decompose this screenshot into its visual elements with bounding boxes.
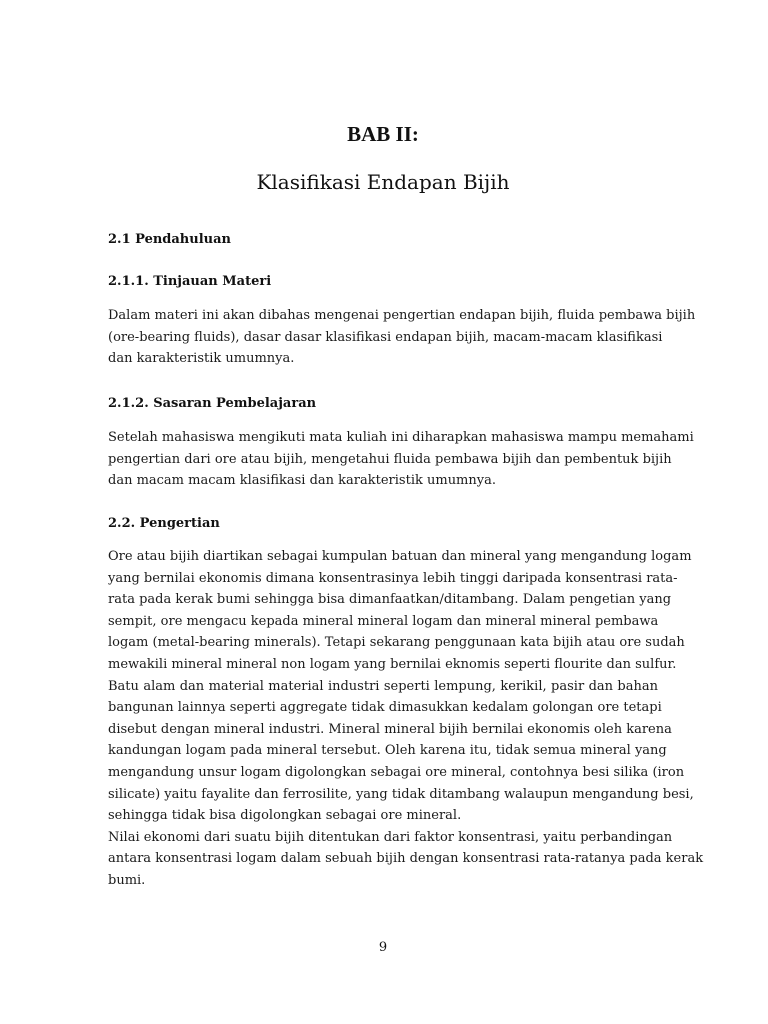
paragraph-line: logam (metal-bearing minerals). Tetapi sekarang penggunaan kata bijih atau ore sudah [108,635,685,651]
section-heading-2-1: 2.1 Pendahuluan [108,232,231,247]
section-heading-2-2: 2.2. Pengertian [108,516,220,531]
paragraph-line: Nilai ekonomi dari suatu bijih ditentukan dari faktor konsentrasi, yaitu perbandingan [108,829,673,845]
paragraph-line: Setelah mahasiswa mengikuti mata kuliah ini diharapkan mahasiswa mampu memahami [108,430,694,445]
paragraph-line: yang bernilai ekonomis dimana konsentrasinya lebih tinggi daripada konsentrasi rata- [108,570,678,586]
paragraph-line: disebut dengan mineral industri. Mineral mineral bijih bernilai ekonomis oleh karena [108,721,672,737]
paragraph-line: dan karakteristik umumnya. [108,351,295,367]
paragraph-line: antara konsentrasi logam dalam sebuah bijih dengan konsentrasi rata-ratanya pada kerak [108,851,704,867]
paragraph-line: sempit, ore mengacu kepada mineral mineral logam dan mineral mineral pembawa [108,613,659,629]
section-heading-2-1-2: 2.1.2. Sasaran Pembelajaran [108,396,317,411]
paragraph-line: dan macam macam klasifikasi dan karakteristik umumnya. [108,473,496,489]
paragraph-line: Dalam materi ini akan dibahas mengenai pengertian endapan bijih, fluida pembawa bijih [108,308,696,323]
chapter-title: Klasifikasi Endapan Bijih [256,170,510,194]
paragraph-line: bangunan lainnya seperti aggregate tidak dimasukkan kedalam golongan ore tetapi [108,700,662,716]
section-heading-2-1-1: 2.1.1. Tinjauan Materi [108,274,272,289]
paragraph-line: pengertian dari ore atau bijih, mengetahui fluida pembawa bijih dan pembentuk bijih [108,451,672,467]
paragraph-line: sehingga tidak bisa digolongkan sebagai ore mineral. [108,808,462,824]
chapter-number: BAB II: [347,122,419,146]
paragraph-line: mengandung unsur logam digolongkan sebagai ore mineral, contohnya besi silika (iron [108,764,685,780]
paragraph-sasaran-pembelajaran [108,427,694,492]
paragraph-tinjauan-materi [108,305,696,370]
paragraph-line: rata pada kerak bumi sehingga bisa dimanfaatkan/ditambang. Dalam pengetian yang [108,592,672,608]
paragraph-line: silicate) yaitu fayalite dan ferrosilite, yang tidak ditambang walaupun mengandung besi, [108,786,694,802]
paragraph-line: Batu alam dan material material industri seperti lempung, kerikil, pasir dan bahan [108,678,658,694]
paragraph-line: bumi. [108,872,146,888]
paragraph-line: Ore atau bijih diartikan sebagai kumpulan batuan dan mineral yang mengandung logam [108,549,692,564]
paragraph-pengertian [108,546,704,892]
paragraph-line: (ore-bearing fluids), dasar dasar klasifikasi endapan bijih, macam-macam klasifikasi [108,329,663,345]
paragraph-line: kandungan logam pada mineral tersebut. Oleh karena itu, tidak semua mineral yang [108,743,667,759]
page-number: 9 [378,940,388,955]
paragraph-line: mewakili mineral mineral non logam yang bernilai eknomis seperti flourite dan sulfur. [108,656,677,672]
